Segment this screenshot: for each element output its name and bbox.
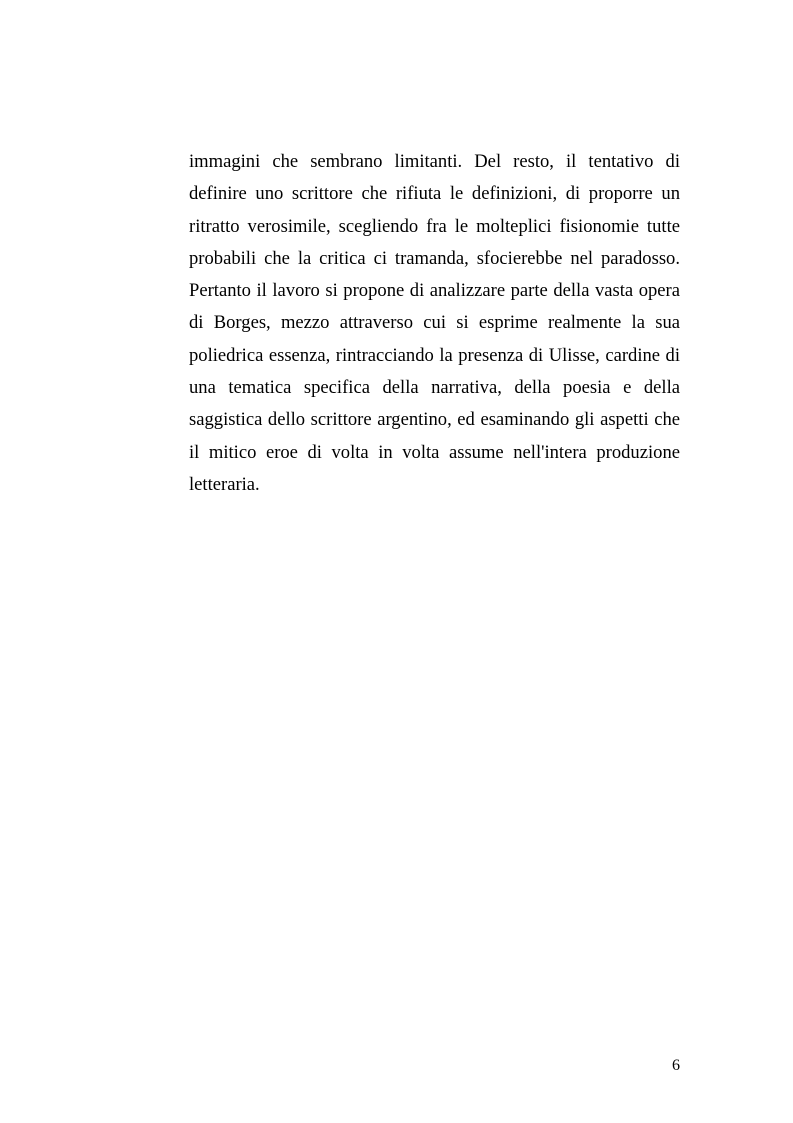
paragraph-line: di Borges, mezzo attraverso cui si esprime realmente la sua [189, 312, 680, 334]
paragraph-line: immagini che sembrano limitanti. Del resto, il tentativo di [189, 151, 680, 172]
paragraph-line: poliedrica essenza, rintracciando la presenza di Ulisse, cardine di [189, 344, 680, 366]
paragraph-line: probabili che la critica ci tramanda, sfocierebbe nel paradosso. [189, 247, 680, 269]
paragraph-line: una tematica specifica della narrativa, della poesia e della [189, 377, 680, 399]
paragraph-line: definire uno scrittore che rifiuta le definizioni, di proporre un [189, 183, 680, 205]
page-number: 6 [672, 1057, 680, 1074]
paragraph-line: ritratto verosimile, scegliendo fra le molteplici fisionomie tutte [189, 215, 680, 237]
paragraph-line: saggistica dello scrittore argentino, ed esaminando gli aspetti che [189, 409, 680, 431]
paragraph-line: letteraria. [189, 473, 260, 495]
paragraph-line: Pertanto il lavoro si propone di analizzare parte della vasta opera [189, 280, 680, 302]
body-paragraph [189, 146, 680, 501]
paragraph-line: il mitico eroe di volta in volta assume nell'intera produzione [189, 441, 680, 463]
